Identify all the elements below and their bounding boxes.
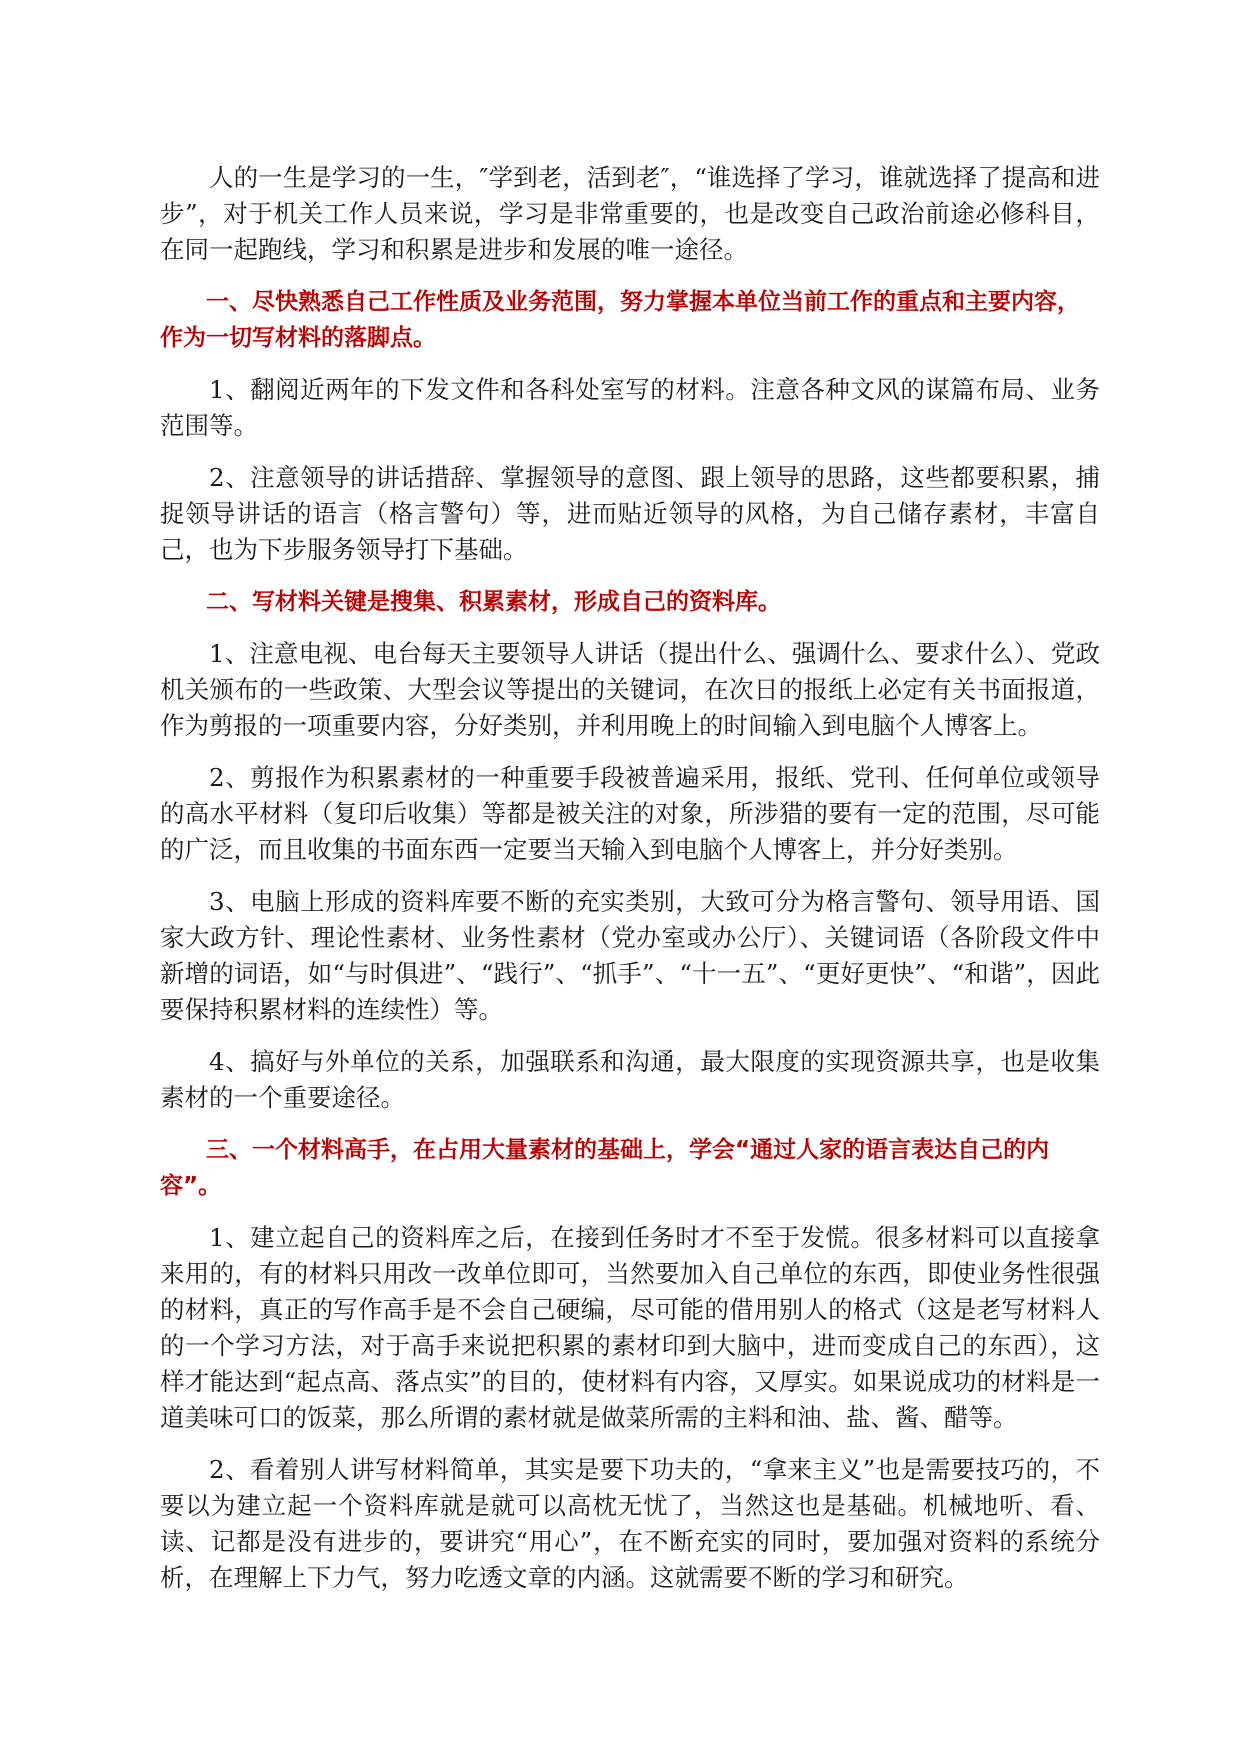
- section-2-item-1: 1、注意电视、电台每天主要领导人讲话（提出什么、强调什么、要求什么）、党政机关颁布的一些政策、大型会议等提出的关键词，在次日的报纸上必定有关书面报道，作为剪报的一项重要内容，分好类别，并利用晚上的时间输入到电脑个人博客上。: [160, 639, 1100, 740]
- section-2-item-3: 3、电脑上形成的资料库要不断的充实类别，大致可分为格言警句、领导用语、国家大政方针、理论性素材、业务性素材（党办室或办公厅）、关键词语（各阶段文件中新增的词语，如“与时俱进”、“践行”、“抓手”、“十一五”、“更好更快”、“和谐”，因此要保持积累材料的连续性）等。: [160, 887, 1100, 1024]
- section-3-item-1: 1、建立起自己的资料库之后，在接到任务时才不至于发慌。很多材料可以直接拿来用的，有的材料只用改一改单位即可，当然要加入自己单位的东西，即使业务性很强的材料，真正的写作高手是不会自己硬编，尽可能的借用别人的格式（这是老写材料人的一个学习方法，对于高手来说把积累的素材印到大脑中，进而变成自己的东西），这样才能达到“起点高、落点实”的目的，使材料有内容，又厚实。如果说成功的材料是一道美味可口的饭菜，那么所谓的素材就是做菜所需的主料和油、盐、酱、醋等。: [160, 1223, 1100, 1432]
- intro-paragraph: 人的一生是学习的一生，″学到老，活到老″，“谁选择了学习，谁就选择了提高和进步”，对于机关工作人员来说，学习是非常重要的，也是改变自己政治前途必修科目，在同一起跑线，学习和积累是进步和发展的唯一途径。: [160, 163, 1100, 264]
- section-1-heading: 一、尽快熟悉自己工作性质及业务范围，努力掌握本单位当前工作的重点和主要内容，作为一切写材料的落脚点。: [160, 289, 1080, 351]
- section-2-item-2: 2、剪报作为积累素材的一种重要手段被普遍采用，报纸、党刊、任何单位或领导的高水平材料（复印后收集）等都是被关注的对象，所涉猎的要有一定的范围，尽可能的广泛，而且收集的书面东西一定要当天输入到电脑个人博客上，并分好类别。: [160, 763, 1100, 864]
- section-3-heading: 三、一个材料高手，在占用大量素材的基础上，学会“通过人家的语言表达自己的内容”。: [160, 1137, 1050, 1199]
- document-page: [160, 160, 1100, 1612]
- section-2-heading: 二、写材料关键是搜集、积累素材，形成自己的资料库。: [206, 589, 781, 615]
- section-2-item-4: 4、搞好与外单位的关系，加强联系和沟通，最大限度的实现资源共享，也是收集素材的一个重要途径。: [160, 1047, 1100, 1112]
- section-1-item-2: 2、注意领导的讲话措辞、掌握领导的意图、跟上领导的思路，这些都要积累，捕捉领导讲话的语言（格言警句）等，进而贴近领导的风格，为自己储存素材，丰富自己，也为下步服务领导打下基础。: [160, 463, 1100, 564]
- section-3-item-2: 2、看着别人讲写材料简单，其实是要下功夫的，“拿来主义”也是需要技巧的，不要以为建立起一个资料库就是就可以高枕无忧了，当然这也是基础。机械地听、看、读、记都是没有进步的，要讲究“用心”，在不断充实的同时，要加强对资料的系统分析，在理解上下力气，努力吃透文章的内涵。这就需要不断的学习和研究。: [160, 1455, 1100, 1592]
- section-1-item-1: 1、翻阅近两年的下发文件和各科处室写的材料。注意各种文风的谋篇布局、业务范围等。: [160, 375, 1100, 440]
